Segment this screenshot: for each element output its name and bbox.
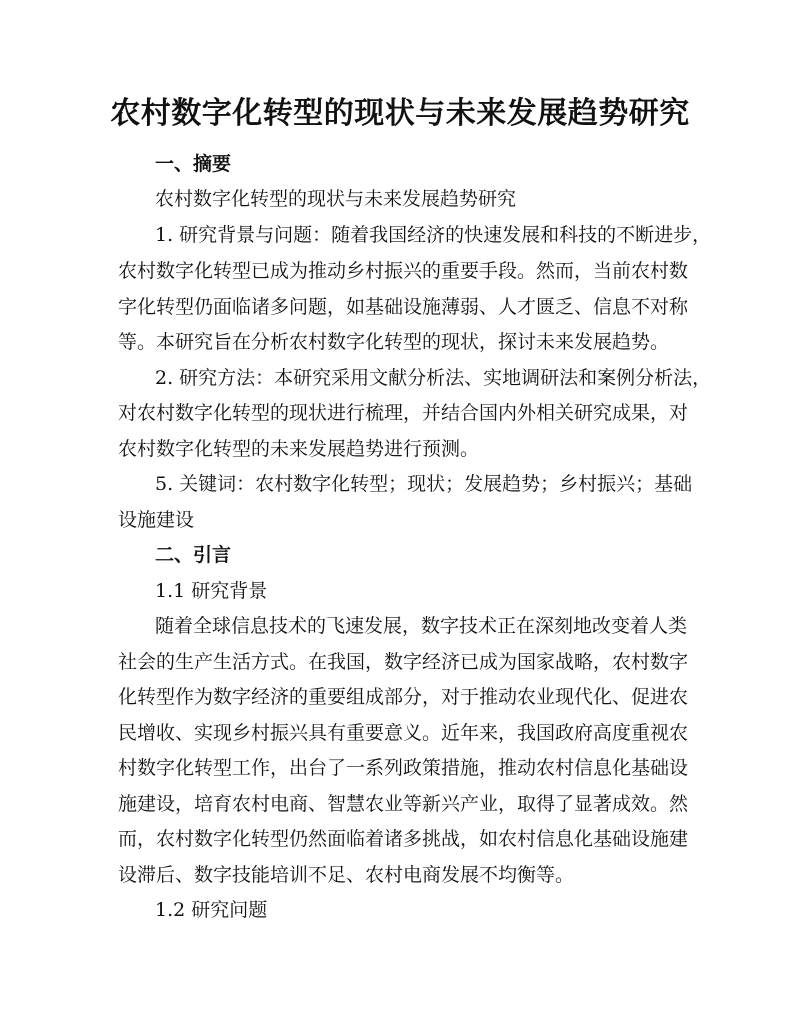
intro-para-line: 而，农村数字化转型仍然面临着诸多挑战，如农村信息化基础设施建	[118, 828, 689, 850]
keywords-line: 设施建设	[118, 509, 195, 531]
intro-para-line: 村数字化转型工作，出台了一系列政策措施，推动农村信息化基础设	[118, 757, 689, 779]
abstract-para1-line: 农村数字化转型已成为推动乡村振兴的重要手段。然而，当前农村数	[118, 260, 689, 282]
abstract-heading: 一、摘要	[155, 153, 232, 175]
intro-heading: 二、引言	[155, 544, 232, 566]
abstract-para2-line: 2. 研究方法：本研究采用文献分析法、实地调研法和案例分析法，	[155, 367, 712, 389]
abstract-para1-line: 等。本研究旨在分析农村数字化转型的现状，探讨未来发展趋势。	[118, 331, 670, 353]
intro-para-line: 化转型作为数字经济的重要组成部分，对于推动农业现代化、促进农	[118, 686, 689, 708]
abstract-para2-line: 农村数字化转型的未来发展趋势进行预测。	[118, 438, 480, 460]
intro-para-line: 设滞后、数字技能培训不足、农村电商发展不均衡等。	[118, 864, 575, 886]
intro-sub1-heading: 1.1 研究背景	[155, 580, 268, 602]
abstract-para1-line: 字化转型仍面临诸多问题，如基础设施薄弱、人才匮乏、信息不对称	[118, 296, 689, 318]
intro-para-line: 随着全球信息技术的飞速发展，数字技术正在深刻地改变着人类	[155, 615, 688, 637]
intro-para-line: 社会的生产生活方式。在我国，数字经济已成为国家战略，农村数字	[118, 651, 689, 673]
keywords-line: 5. 关键词：农村数字化转型；现状；发展趋势；乡村振兴；基础	[155, 473, 693, 495]
intro-sub2-heading: 1.2 研究问题	[155, 899, 268, 921]
intro-para-line: 施建设，培育农村电商、智慧农业等新兴产业，取得了显著成效。然	[118, 793, 689, 815]
abstract-subtitle: 农村数字化转型的现状与未来发展趋势研究	[155, 188, 517, 210]
document-title: 农村数字化转型的现状与未来发展趋势研究	[110, 96, 690, 131]
intro-para-line: 民增收、实现乡村振兴具有重要意义。近年来，我国政府高度重视农	[118, 722, 689, 744]
abstract-para2-line: 对农村数字化转型的现状进行梳理，并结合国内外相关研究成果，对	[118, 402, 689, 424]
abstract-para1-line: 1. 研究背景与问题：随着我国经济的快速发展和科技的不断进步，	[155, 224, 712, 246]
